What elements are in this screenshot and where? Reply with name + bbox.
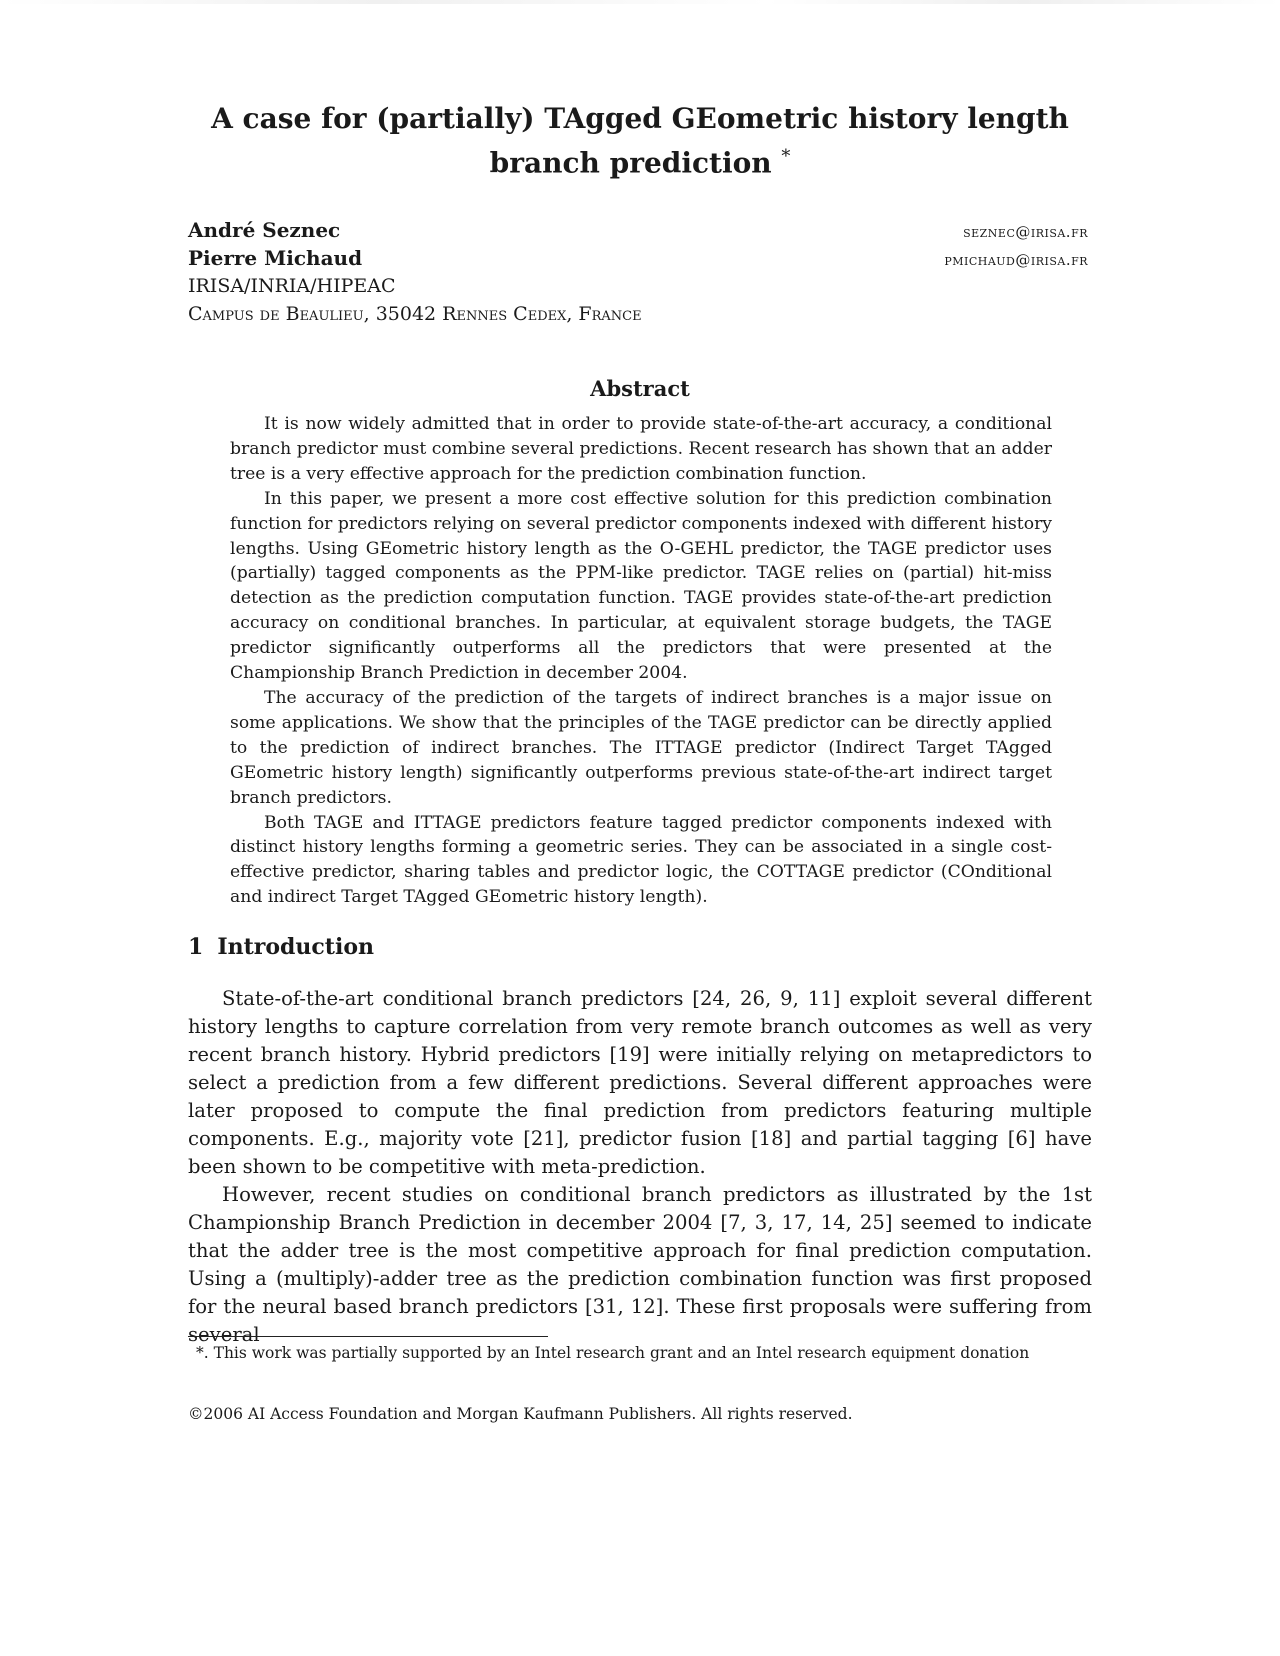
scan-edge xyxy=(0,0,1280,4)
section-title: Introduction xyxy=(217,934,374,960)
title-line-2 xyxy=(150,138,1130,182)
author-emails xyxy=(944,218,1088,274)
footnote-divider xyxy=(188,1336,548,1337)
section-number: 1 xyxy=(188,934,204,960)
paper-title xyxy=(150,100,1130,182)
footnote: *. This work was partially supported by an Intel research grant and an Intel research equipment donation xyxy=(196,1344,1030,1362)
author-email: seznec@irisa.fr xyxy=(963,223,1088,241)
author-email: pmichaud@irisa.fr xyxy=(944,251,1088,269)
address: Campus de Beaulieu, 35042 Rennes Cedex, France xyxy=(188,303,642,325)
abstract-paragraph: The accuracy of the prediction of the targets of indirect branches is a major issue on some applications. We show that the principles of the TAGE predictor can be directly applied to the prediction of indirect branches. The ITTAGE predictor (Indirect Target TAgged GEometric history length) significantly outperforms previous state-of-the-art indirect target branch predictors. xyxy=(230,687,1052,808)
body-paragraph: However, recent studies on conditional branch predictors as illustrated by the 1st Championship Branch Prediction in december 2004 [7, 3, 17, 14, 25] seemed to indicate that the adder tree is the most competitive approach for final prediction computation. Using a (multiply)-adder tree as the prediction combination function was first proposed for the neural based branch predictors [31, 12]. These first proposals were suffering from several xyxy=(188,1183,1092,1346)
title-line-1: A case for (partially) TAgged GEometric history length xyxy=(211,102,1069,135)
abstract-heading: Abstract xyxy=(590,376,690,401)
author-name: Pierre Michaud xyxy=(188,246,363,270)
copyright-notice: ©2006 AI Access Foundation and Morgan Kaufmann Publishers. All rights reserved. xyxy=(188,1405,853,1423)
title-footnote-mark: * xyxy=(781,146,791,167)
body-paragraph: State-of-the-art conditional branch predictors [24, 26, 9, 11] exploit several different history lengths to capture correlation from very remote branch outcomes as well as very recent branch history. Hybrid predictors [19] were initially relying on metapredictors to select a prediction from a few different predictions. Several different approaches were later proposed to compute the final prediction from predictors featuring multiple components. E.g., majority vote [21], predictor fusion [18] and partial tagging [6] have been shown to be competitive with meta-prediction. xyxy=(188,987,1092,1178)
abstract-paragraph: In this paper, we present a more cost effective solution for this prediction combination function for predictors relying on several predictor components indexed with different history lengths. Using GEometric history length as the O-GEHL predictor, the TAGE predictor uses (partially) tagged components as the PPM-like predictor. TAGE relies on (partial) hit-miss detection as the prediction computation function. TAGE provides state-of-the-art prediction accuracy on conditional branches. In particular, at equivalent storage budgets, the TAGE predictor significantly outperforms all the predictors that were presented at the Championship Branch Prediction in december 2004. xyxy=(230,488,1052,684)
abstract-paragraph: It is now widely admitted that in order to provide state-of-the-art accuracy, a conditional branch predictor must combine several predictions. Recent research has shown that an adder tree is a very effective approach for the prediction combination function. xyxy=(230,414,1053,484)
introduction-body xyxy=(188,985,1092,1349)
section-heading-introduction xyxy=(188,934,374,960)
title-line-2-text: branch prediction xyxy=(489,146,772,180)
author-name: André Seznec xyxy=(188,218,341,242)
affiliation: IRISA/INRIA/HIPEAC xyxy=(188,275,396,297)
abstract-paragraph: Both TAGE and ITTAGE predictors feature tagged predictor components indexed with distinct history lengths forming a geometric series. They can be associated in a single cost-effective predictor, sharing tables and predictor logic, the COTTAGE predictor (COnditional and indirect Target TAgged GEometric history length). xyxy=(230,812,1052,908)
abstract-body xyxy=(230,412,1052,910)
